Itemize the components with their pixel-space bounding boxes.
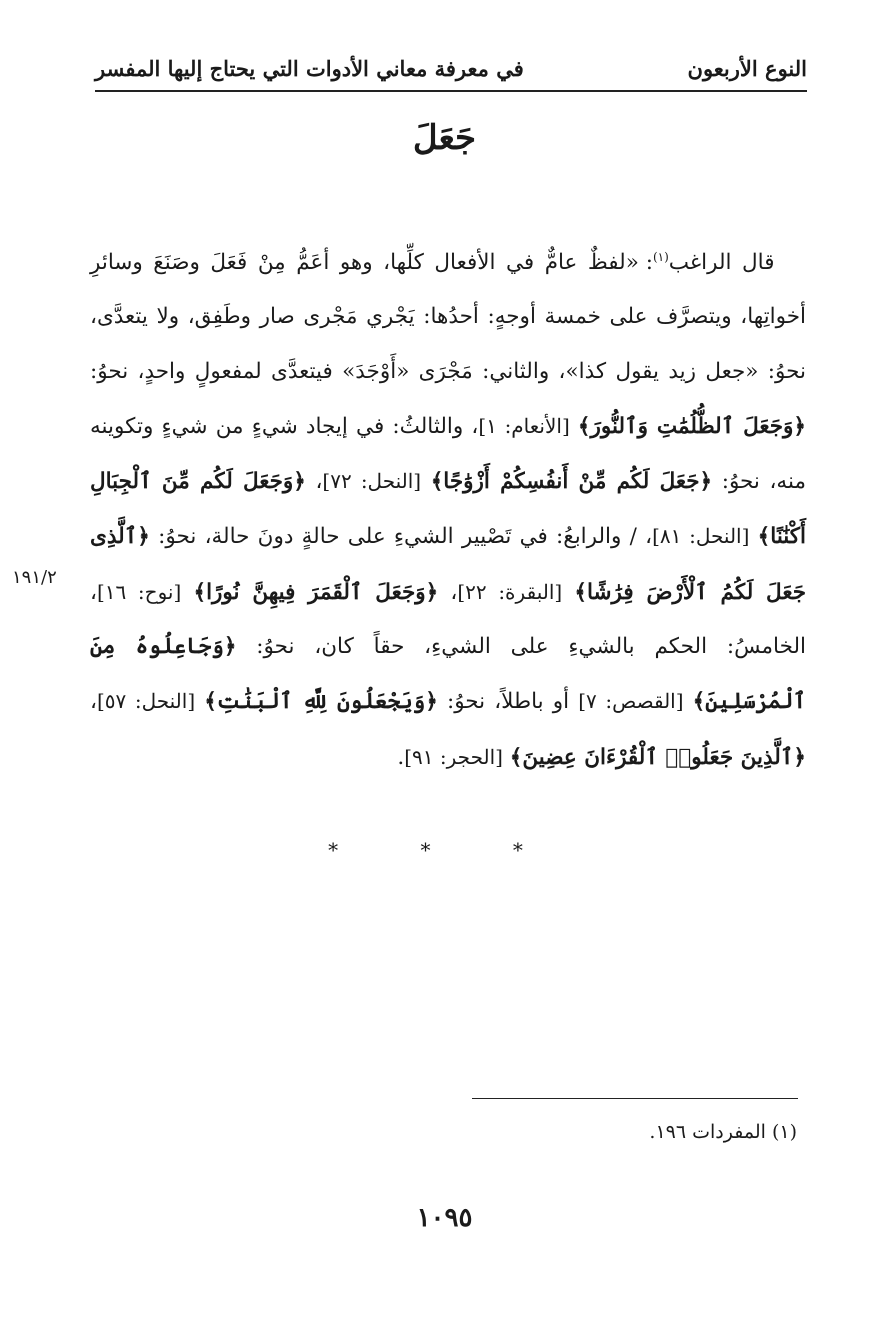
verse-reference-7: [النحل: ٥٧]: [96, 689, 196, 714]
paragraph-text: قال الراغب$^{(١)}$: «لفظٌ عامٌّ في الأفعال كلِّها، وهو أعَمُّ مِنْ فَعَلَ وصَنَعَ وسائرِ أخواتِها، ويتصرَّف على خمسة أوجهٍ: أحدُها: يَجْري مَجْرى صار وطَفِق، ولا يتعدَّى، نحوُ: «جعل زيد يقول كذا»، والثاني: مَجْرَى «أَوْجَدَ» فيتعدَّى لمفعولٍ واحدٍ، نحوُ: ﴿وَجَعَلَ ٱلظُّلُمَٰتِ وَٱلنُّورَ﴾ [الأنعام: ١]، والثالثُ: في إيجاد شيءٍ من شيءٍ وتكوينه منه، نحوُ: ﴿جَعَلَ لَكُم مِّنْ أَنفُسِكُمْ أَزْوَٰجًا﴾ [النحل: ٧٢]، ﴿وَجَعَلَ لَكُم مِّنَ ٱلْجِبَالِ أَكْنَٰنًا﴾ [النحل: ٨١]، / والرابعُ: في تَصْيير الشيءِ على حالةٍ دونَ حالة، نحوُ: ﴿ٱلَّذِى جَعَلَ لَكُمُ ٱلْأَرْضَ فِرَٰشًا﴾ [البقرة: ٢٢]، ﴿وَجَعَلَ ٱلْقَمَرَ فِيهِنَّ نُورًا﴾ [نوح: ١٦]، الخامسُ: الحكم بالشيءِ على الشيءِ، حقاً كان، نحوُ: ﴿وَجَاعِلُوهُ مِنَ ٱلْمُرْسَلِينَ﴾ [القصص: ٧] أو باطلاً، نحوُ: ﴿وَيَجْعَلُونَ لِلَّهِ ٱلْبَنَٰتِ﴾ [النحل: ٥٧]، ﴿ٱلَّذِينَ جَعَلُوا۟ ٱلْقُرْءَانَ عِضِينَ﴾ [الحجر: ٩١].: [90, 249, 807, 770]
quran-verse-5: ﴿وَجَعَلَ ٱلْقَمَرَ فِيهِنَّ نُورًا﴾: [193, 579, 439, 605]
quran-verse-1: ﴿وَجَعَلَ ٱلظُّلُمَٰتِ وَٱلنُّورَ﴾: [577, 413, 806, 439]
quran-verse-3: ﴿وَجَعَلَ لَكُم مِّنَ ٱلْجِبَالِ أَكْنَٰنًا﴾: [90, 469, 807, 550]
quran-verse-8: ﴿ٱلَّذِينَ جَعَلُوا۟ ٱلْقُرْءَانَ عِضِينَ﴾: [509, 744, 806, 770]
running-header: [95, 50, 807, 90]
text-segment-1: : «لفظٌ عامٌّ في الأفعال كلِّها، وهو أعَمُّ مِنْ فَعَلَ وصَنَعَ وسائرِ أخواتِها، ويتصرَّف على خمسة أوجهٍ: أحدُها: يَجْري مَجْرى صار وطَفِق، ولا يتعدَّى، نحوُ: «جعل زيد يقول كذا»، والثاني: مَجْرَى «أَوْجَدَ» فيتعدَّى لمفعولٍ واحدٍ، نحوُ:: [90, 250, 806, 384]
verse-reference-5: [نوح: ١٦]: [96, 579, 182, 604]
section-separator: * * *: [328, 838, 561, 862]
header-rule: [95, 90, 807, 92]
verse-reference-4: [البقرة: ٢٢]: [457, 579, 563, 604]
body-paragraph: [90, 236, 806, 785]
text-segment-4: ، الخامسُ: الحكم بالشيءِ على الشيءِ، حقاً كان، نحوُ:: [90, 579, 806, 660]
section-title: جَعَلَ: [412, 118, 477, 158]
footnote-marker[interactable]: (١): [652, 249, 669, 264]
footnote-rule: [472, 1098, 798, 1099]
quran-verse-2: ﴿جَعَلَ لَكُم مِّنْ أَنفُسِكُمْ أَزْوَٰجًا﴾: [430, 469, 713, 495]
footnote: (١) المفردات ١٩٦.: [649, 1121, 797, 1143]
header-chapter-title: النوع الأربعون: [687, 56, 807, 81]
quran-verse-6: ﴿وَجَاعِلُوهُ مِنَ ٱلْمُرْسَلِينَ﴾: [90, 634, 807, 715]
verse-reference-8: [الحجر: ٩١]: [404, 744, 503, 769]
text-segment-3: ، / والرابعُ: في تَصْيير الشيءِ على حالةٍ دونَ حالة، نحوُ:: [158, 524, 653, 550]
header-book-section: في معرفة معاني الأدوات التي يحتاج إليها المفسر: [95, 56, 524, 81]
text-segment-2: ، والثالثُ: في إيجاد شيءٍ من شيءٍ وتكوينه منه، نحوُ:: [90, 413, 806, 495]
verse-reference-2: [النحل: ٧٢]: [322, 469, 422, 494]
verse-reference-6: [القصص: ٧]: [578, 689, 684, 714]
verse-reference-3: [النحل: ٨١]: [652, 524, 750, 549]
quran-verse-7: ﴿وَيَجْعَلُونَ لِلَّهِ ٱلْبَنَٰتِ﴾: [204, 689, 438, 715]
quran-verse-4: ﴿ٱلَّذِى جَعَلَ لَكُمُ ٱلْأَرْضَ فِرَٰشًا﴾: [90, 524, 807, 605]
intro-text: قال الراغب: [668, 250, 775, 275]
verse-reference-1: [الأنعام: ١]: [478, 413, 570, 438]
text-segment-5: أو باطلاً، نحوُ:: [446, 689, 570, 715]
margin-volume-page-note: ١٩١/٢: [12, 567, 57, 588]
page-number: ١٠٩٥: [416, 1203, 473, 1233]
